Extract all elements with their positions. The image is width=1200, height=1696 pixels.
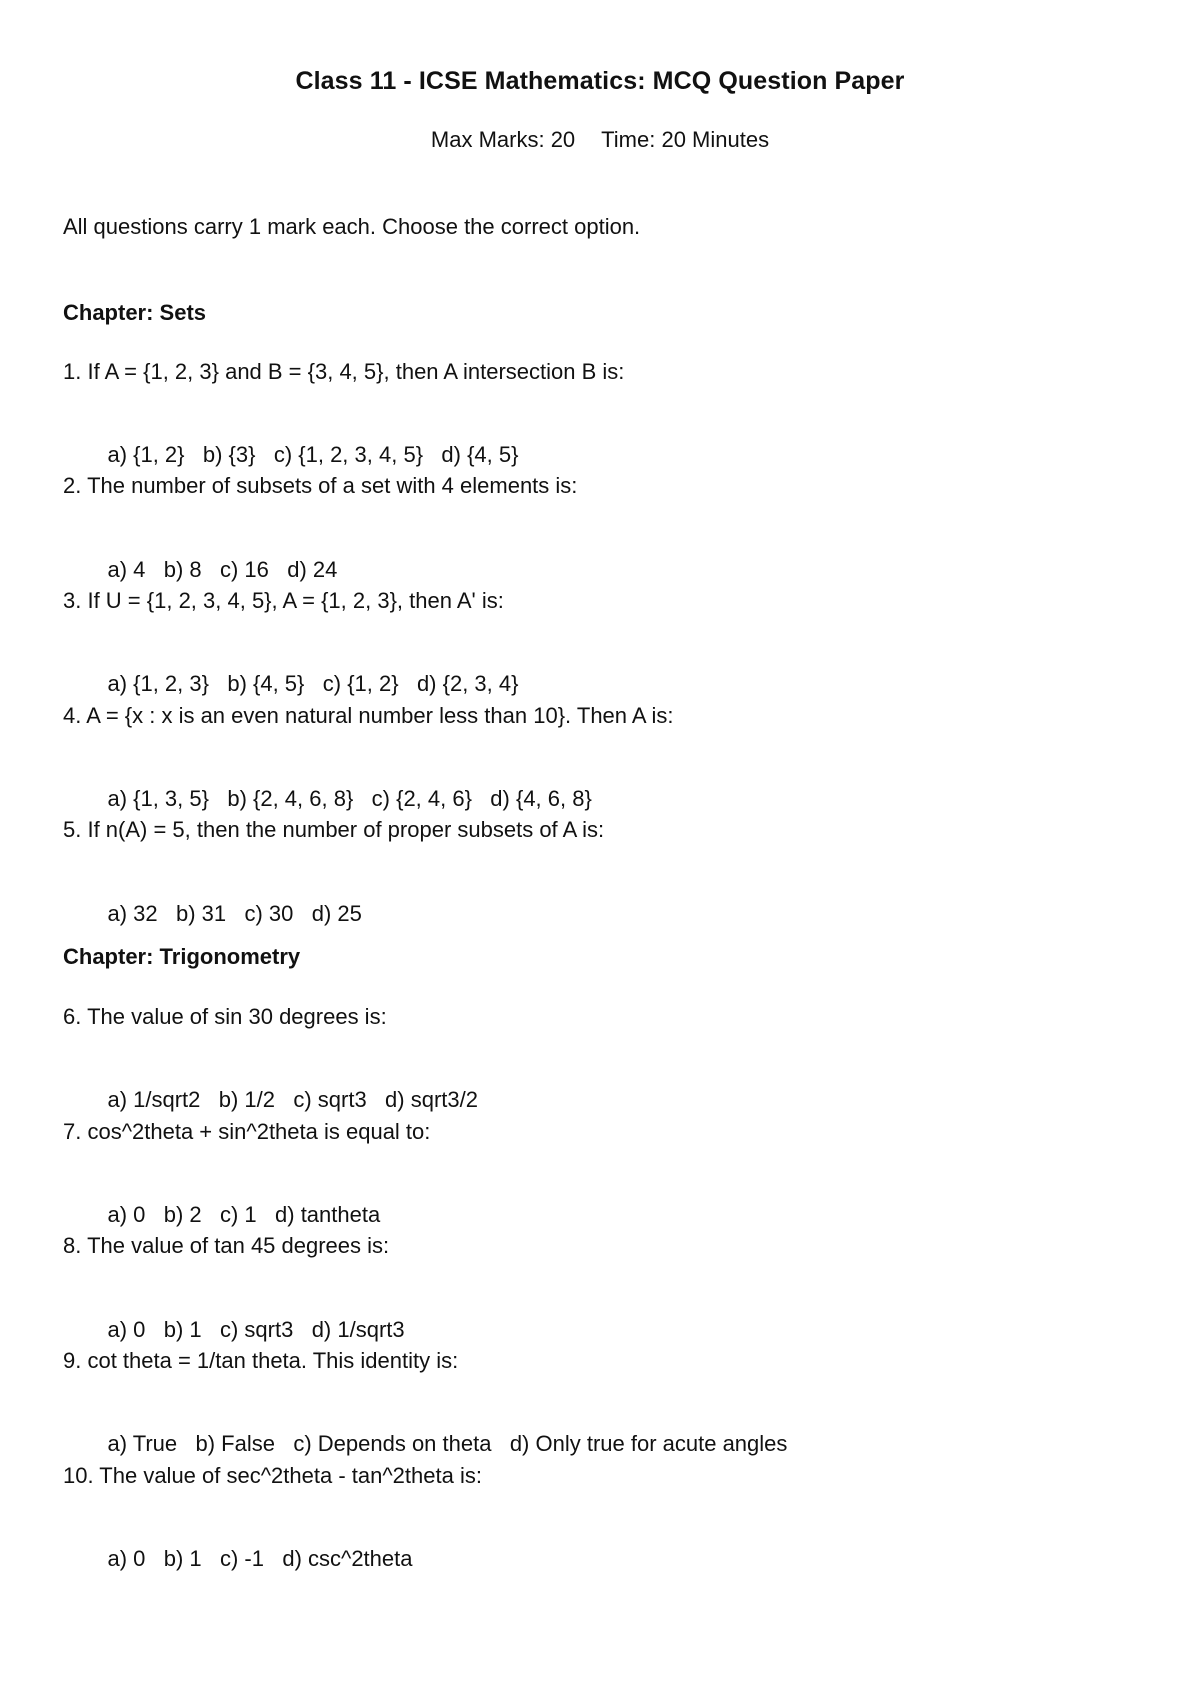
option-d: d) csc^2theta: [282, 1546, 413, 1571]
instructions: All questions carry 1 mark each. Choose the correct option.: [63, 214, 641, 239]
option-b: b) 8: [163, 557, 202, 582]
option-a: a) {1, 2}: [107, 442, 185, 467]
chapter-heading-sets: Chapter: Sets: [63, 300, 207, 325]
option-c: c) 30: [244, 901, 294, 926]
options-question-5: [83, 875, 362, 953]
option-a: a) 32: [107, 901, 158, 926]
option-d: d) 1/sqrt3: [311, 1317, 405, 1342]
option-c: c) sqrt3: [293, 1087, 367, 1112]
option-b: b) 1: [163, 1546, 202, 1571]
option-d: d) {4, 6, 8}: [490, 786, 592, 811]
question-6: 6. The value of sin 30 degrees is:: [63, 1004, 387, 1029]
option-d: d) 25: [311, 901, 362, 926]
option-b: b) False: [195, 1431, 275, 1456]
question-2: 2. The number of subsets of a set with 4 elements is:: [63, 473, 578, 498]
option-d: d) tantheta: [275, 1202, 381, 1227]
options-question-10: [83, 1520, 413, 1598]
option-a: a) {1, 3, 5}: [107, 786, 209, 811]
option-a: a) 4: [107, 557, 146, 582]
option-c: c) {1, 2}: [322, 671, 399, 696]
option-c: c) Depends on theta: [293, 1431, 492, 1456]
option-a: a) {1, 2, 3}: [107, 671, 209, 696]
max-marks: Max Marks: 20: [430, 127, 576, 152]
option-c: c) 16: [219, 557, 269, 582]
option-b: b) 31: [175, 901, 227, 926]
page-title: Class 11 - ICSE Mathematics: MCQ Question Paper: [295, 67, 905, 95]
option-b: b) 2: [163, 1202, 202, 1227]
option-d: d) {2, 3, 4}: [416, 671, 519, 696]
option-d: d) sqrt3/2: [385, 1087, 478, 1112]
option-d: d) {4, 5}: [441, 442, 519, 467]
option-d: d) Only true for acute angles: [509, 1431, 788, 1456]
option-b: b) 1/2: [218, 1087, 275, 1112]
question-4: 4. A = {x : x is an even natural number less than 10}. Then A is:: [63, 703, 674, 728]
option-b: b) {2, 4, 6, 8}: [227, 786, 354, 811]
option-c: c) sqrt3: [219, 1317, 294, 1342]
option-a: a) 1/sqrt2: [107, 1087, 201, 1112]
option-c: c) {2, 4, 6}: [371, 786, 472, 811]
option-c: c) 1: [219, 1202, 257, 1227]
option-c: c) -1: [219, 1546, 264, 1571]
exam-meta: [0, 127, 1200, 153]
chapter-heading-trigonometry: Chapter: Trigonometry: [63, 944, 301, 969]
question-10: 10. The value of sec^2theta - tan^2theta is:: [63, 1463, 482, 1488]
option-b: b) 1: [163, 1317, 202, 1342]
option-a: a) 0: [107, 1317, 146, 1342]
question-3: 3. If U = {1, 2, 3, 4, 5}, A = {1, 2, 3}, then A' is:: [63, 588, 504, 613]
option-c: c) {1, 2, 3, 4, 5}: [273, 442, 424, 467]
option-b: b) {4, 5}: [227, 671, 305, 696]
time-limit: Time: 20 Minutes: [601, 127, 770, 152]
question-1: 1. If A = {1, 2, 3} and B = {3, 4, 5}, then A intersection B is:: [63, 359, 625, 384]
option-a: a) True: [107, 1431, 178, 1456]
option-b: b) {3}: [202, 442, 256, 467]
question-7: 7. cos^2theta + sin^2theta is equal to:: [63, 1119, 431, 1144]
question-9: 9. cot theta = 1/tan theta. This identity is:: [63, 1348, 459, 1373]
option-a: a) 0: [107, 1546, 146, 1571]
option-d: d) 24: [287, 557, 338, 582]
question-5: 5. If n(A) = 5, then the number of proper subsets of A is:: [63, 817, 605, 842]
option-a: a) 0: [107, 1202, 146, 1227]
question-8: 8. The value of tan 45 degrees is:: [63, 1233, 390, 1258]
